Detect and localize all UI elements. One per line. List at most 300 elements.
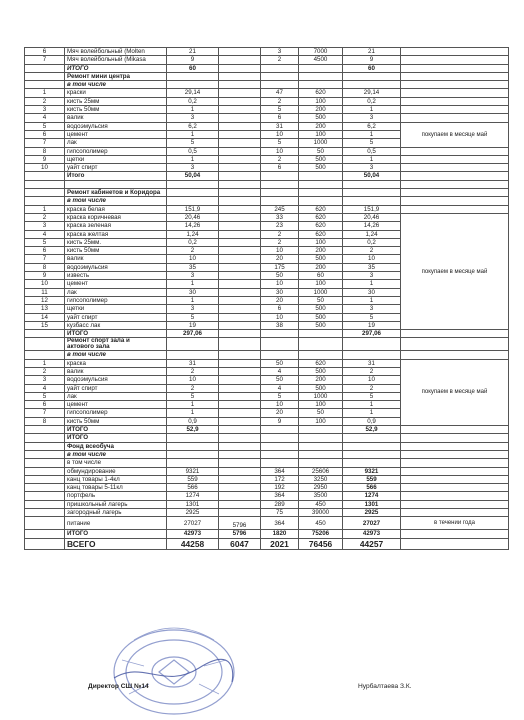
table-row	[25, 48, 509, 56]
table-cell	[343, 189, 401, 197]
quantity-cell: 2	[261, 238, 299, 246]
item-name: Мяч волейбольный (Molten	[65, 48, 167, 56]
row-number: 2	[25, 367, 65, 375]
total-cell: 6,2	[343, 122, 401, 130]
row-number: 13	[25, 305, 65, 313]
table-cell	[25, 484, 65, 492]
table-cell	[299, 338, 343, 351]
spacer-row	[25, 180, 509, 188]
total-cell: 35	[343, 263, 401, 271]
item-name: краска желтая	[65, 230, 167, 238]
row-number: 4	[25, 384, 65, 392]
item-name: уайт спирт	[65, 384, 167, 392]
row-number: 1	[25, 205, 65, 213]
price-cell: 25606	[299, 467, 343, 475]
amount-cell: 29,14	[167, 89, 219, 97]
table-cell	[401, 180, 509, 188]
table-row	[25, 106, 509, 114]
quantity-cell: 364	[261, 492, 299, 500]
table-cell	[219, 81, 261, 89]
extra-amount-cell	[219, 106, 261, 114]
price-cell: 500	[299, 321, 343, 329]
row-number: 7	[25, 255, 65, 263]
table-cell	[167, 434, 219, 442]
total-cell: 9	[343, 56, 401, 64]
quantity-cell: 5	[261, 139, 299, 147]
item-name: уайт спирт	[65, 164, 167, 172]
item-name: кисть 25мм.	[65, 238, 167, 246]
table-cell	[401, 484, 509, 492]
grand-total-amount: 44258	[167, 538, 219, 549]
total-cell: 30	[343, 288, 401, 296]
table-row	[25, 509, 509, 517]
amount-cell: 14,26	[167, 222, 219, 230]
total-row	[25, 434, 509, 442]
table-cell	[261, 459, 299, 467]
item-name: лак	[65, 392, 167, 400]
row-number: 4	[25, 230, 65, 238]
table-cell	[401, 426, 509, 434]
amount-cell: 566	[167, 484, 219, 492]
total-cell: 0,5	[343, 147, 401, 155]
price-cell: 100	[299, 130, 343, 138]
table-cell	[401, 351, 509, 359]
row-number: 14	[25, 313, 65, 321]
total-cell: 3	[343, 114, 401, 122]
total-cell: 2925	[343, 509, 401, 517]
row-number: 6	[25, 247, 65, 255]
official-seal-icon	[104, 620, 244, 716]
table-cell	[401, 450, 509, 458]
section-header-row	[25, 351, 509, 359]
row-number: 10	[25, 164, 65, 172]
extra-amount-cell	[219, 247, 261, 255]
table-cell	[25, 330, 65, 338]
table-cell	[343, 81, 401, 89]
total-cell: 1	[343, 155, 401, 163]
section-title: Фонд всеобуча	[65, 442, 167, 450]
price-cell: 500	[299, 255, 343, 263]
table-row	[25, 359, 509, 367]
row-number: 3	[25, 376, 65, 384]
amount-cell: 10	[167, 255, 219, 263]
table-cell	[261, 450, 299, 458]
amount-cell: 1274	[167, 492, 219, 500]
item-name: краски	[65, 89, 167, 97]
amount-cell: 3	[167, 272, 219, 280]
extra-amount-cell	[219, 238, 261, 246]
note-cell: покупаем в месяце май	[401, 213, 509, 329]
item-name: лак	[65, 139, 167, 147]
table-cell	[167, 189, 219, 197]
quantity-cell: 10	[261, 247, 299, 255]
item-name: обмундирование	[65, 467, 167, 475]
price-cell: 7000	[299, 48, 343, 56]
quantity-cell: 47	[261, 89, 299, 97]
extra-amount-cell	[219, 467, 261, 475]
section-title: Ремонт кабинетов и Коридора	[65, 189, 167, 197]
total-cell: 2	[343, 367, 401, 375]
extra-amount-cell	[219, 359, 261, 367]
grand-total-sum: 44257	[343, 538, 401, 549]
item-name: канц товары 5-11кл	[65, 484, 167, 492]
quantity-cell: 9	[261, 417, 299, 425]
table-cell	[299, 72, 343, 80]
extra-amount-cell	[219, 272, 261, 280]
table-cell	[401, 189, 509, 197]
quantity-cell: 10	[261, 147, 299, 155]
total-cell: 2	[343, 384, 401, 392]
table-cell	[167, 450, 219, 458]
amount-cell: 0,5	[167, 147, 219, 155]
price-cell: 100	[299, 280, 343, 288]
table-cell	[401, 164, 509, 172]
item-name: цемент	[65, 280, 167, 288]
total-cell: 27027	[343, 517, 401, 530]
table-cell	[167, 180, 219, 188]
row-number: 2	[25, 97, 65, 105]
amount-cell: 19	[167, 321, 219, 329]
total-extra	[219, 330, 261, 338]
amount-cell: 3	[167, 164, 219, 172]
table-row	[25, 89, 509, 97]
quantity-cell: 2	[261, 56, 299, 64]
grand-total-row	[25, 538, 509, 549]
table-cell	[219, 434, 261, 442]
total-extra	[219, 172, 261, 180]
total-label: ИТОГО	[65, 330, 167, 338]
section-title-line: актового зала	[67, 343, 110, 351]
total-cell: 10	[343, 255, 401, 263]
row-number: 7	[25, 56, 65, 64]
table-cell	[299, 189, 343, 197]
amount-cell: 35	[167, 263, 219, 271]
table-cell	[219, 442, 261, 450]
total-label: ИТОГО	[65, 434, 167, 442]
quantity-cell: 50	[261, 359, 299, 367]
item-name: кисть 50мм	[65, 106, 167, 114]
extra-amount-cell	[219, 114, 261, 122]
extra-amount-cell	[219, 130, 261, 138]
price-cell: 200	[299, 106, 343, 114]
director-name: Нурбалтаева З.К.	[358, 683, 412, 690]
total-price	[299, 426, 343, 434]
table-cell	[261, 351, 299, 359]
table-cell	[25, 172, 65, 180]
table-cell	[167, 81, 219, 89]
item-name: в том числе	[65, 459, 167, 467]
total-row	[25, 64, 509, 72]
note-cell: покупаем в месяце май	[401, 359, 509, 425]
table-cell	[219, 189, 261, 197]
quantity-cell: 192	[261, 484, 299, 492]
item-name: валик	[65, 367, 167, 375]
amount-cell: 0,2	[167, 238, 219, 246]
table-cell	[401, 500, 509, 508]
table-cell	[167, 72, 219, 80]
total-cell: 3	[343, 164, 401, 172]
table-cell	[401, 56, 509, 64]
total-cell: 3	[343, 305, 401, 313]
section-header-row	[25, 81, 509, 89]
amount-cell: 5	[167, 313, 219, 321]
item-name: гипсополимер	[65, 296, 167, 304]
table-cell	[401, 530, 509, 538]
section-title: в том числе	[65, 81, 167, 89]
item-name: водоэмульсия	[65, 376, 167, 384]
price-cell: 50	[299, 147, 343, 155]
table-cell	[167, 338, 219, 351]
price-cell: 620	[299, 222, 343, 230]
total-cell: 21	[343, 48, 401, 56]
total-row	[25, 426, 509, 434]
quantity-cell: 172	[261, 475, 299, 483]
row-number: 3	[25, 106, 65, 114]
table-cell	[343, 180, 401, 188]
amount-cell: 151,9	[167, 205, 219, 213]
price-cell: 200	[299, 247, 343, 255]
extra-amount-cell	[219, 56, 261, 64]
table-cell	[401, 492, 509, 500]
price-cell: 200	[299, 376, 343, 384]
quantity-cell: 10	[261, 401, 299, 409]
table-cell	[343, 197, 401, 205]
extra-amount-cell	[219, 305, 261, 313]
table-cell	[299, 459, 343, 467]
row-number: 9	[25, 155, 65, 163]
table-cell	[401, 205, 509, 213]
table-cell	[219, 338, 261, 351]
total-cell: 1	[343, 401, 401, 409]
total-extra	[219, 426, 261, 434]
price-cell: 3250	[299, 475, 343, 483]
table-cell	[25, 72, 65, 80]
table-cell	[167, 351, 219, 359]
amount-cell: 1	[167, 296, 219, 304]
item-name: кисть 25мм	[65, 97, 167, 105]
price-cell: 500	[299, 367, 343, 375]
extra-amount-cell	[219, 321, 261, 329]
table-cell	[25, 538, 65, 549]
total-quantity: 1820	[261, 530, 299, 538]
amount-cell: 1	[167, 280, 219, 288]
quantity-cell: 50	[261, 376, 299, 384]
table-cell	[25, 81, 65, 89]
table-cell	[25, 475, 65, 483]
total-cell: 1,24	[343, 230, 401, 238]
row-number: 9	[25, 272, 65, 280]
row-number: 6	[25, 130, 65, 138]
table-row	[25, 475, 509, 483]
row-number: 4	[25, 114, 65, 122]
row-number: 5	[25, 238, 65, 246]
item-name: уайт спирт	[65, 313, 167, 321]
extra-amount-cell	[219, 475, 261, 483]
quantity-cell: 364	[261, 467, 299, 475]
quantity-cell: 23	[261, 222, 299, 230]
row-number: 7	[25, 409, 65, 417]
quantity-cell: 30	[261, 288, 299, 296]
item-name: цемент	[65, 130, 167, 138]
quantity-cell: 50	[261, 272, 299, 280]
price-cell: 100	[299, 417, 343, 425]
table-row	[25, 164, 509, 172]
section-header-row	[25, 442, 509, 450]
total-cell: 5	[343, 392, 401, 400]
table-cell	[167, 459, 219, 467]
section-header-row	[25, 189, 509, 197]
quantity-cell: 175	[261, 263, 299, 271]
total-cell: 0,2	[343, 97, 401, 105]
amount-cell: 5	[167, 139, 219, 147]
item-name: водоэмульсия	[65, 263, 167, 271]
extra-amount-cell	[219, 280, 261, 288]
section-title: Ремонт мини центра	[65, 72, 167, 80]
table-cell	[25, 442, 65, 450]
total-quantity	[261, 426, 299, 434]
total-quantity	[261, 330, 299, 338]
item-name: валик	[65, 114, 167, 122]
extra-amount-cell	[219, 409, 261, 417]
total-label: ИТОГО	[65, 64, 167, 72]
total-cell: 14,26	[343, 222, 401, 230]
quantity-cell: 5	[261, 392, 299, 400]
row-number: 1	[25, 89, 65, 97]
table-row	[25, 517, 509, 530]
total-price	[299, 172, 343, 180]
table-cell	[167, 197, 219, 205]
table-cell	[401, 155, 509, 163]
quantity-cell: 10	[261, 280, 299, 288]
table-cell	[25, 351, 65, 359]
table-row	[25, 205, 509, 213]
row-number: 1	[25, 359, 65, 367]
table-cell	[299, 450, 343, 458]
table-cell	[401, 467, 509, 475]
total-cell: 19	[343, 321, 401, 329]
extra-amount-cell	[219, 376, 261, 384]
table-body	[25, 48, 509, 550]
price-cell: 50	[299, 296, 343, 304]
amount-cell: 0,9	[167, 417, 219, 425]
quantity-cell: 6	[261, 164, 299, 172]
table-cell	[261, 442, 299, 450]
quantity-cell: 20	[261, 409, 299, 417]
total-cell: 1	[343, 280, 401, 288]
table-row	[25, 492, 509, 500]
table-cell	[343, 351, 401, 359]
table-cell	[343, 434, 401, 442]
quantity-cell: 364	[261, 517, 299, 530]
extra-amount-cell	[219, 222, 261, 230]
table-cell	[261, 189, 299, 197]
price-cell: 500	[299, 164, 343, 172]
amount-cell: 5	[167, 392, 219, 400]
price-cell: 500	[299, 114, 343, 122]
total-quantity	[261, 172, 299, 180]
item-name: валик	[65, 255, 167, 263]
table-cell	[299, 180, 343, 188]
total-cell: 1274	[343, 492, 401, 500]
item-name: краска	[65, 359, 167, 367]
table-cell	[401, 197, 509, 205]
quantity-cell: 245	[261, 205, 299, 213]
total-cell: 1	[343, 106, 401, 114]
price-cell: 39000	[299, 509, 343, 517]
total-amount: 42973	[167, 530, 219, 538]
total-cell: 5	[343, 313, 401, 321]
extra-amount-cell	[219, 484, 261, 492]
total-cell: 1	[343, 130, 401, 138]
total-sum: 60	[343, 64, 401, 72]
table-row	[25, 56, 509, 64]
item-name: гипсополимер	[65, 147, 167, 155]
total-row	[25, 330, 509, 338]
amount-cell: 10	[167, 376, 219, 384]
table-cell	[343, 442, 401, 450]
amount-cell: 1	[167, 155, 219, 163]
total-amount: 60	[167, 64, 219, 72]
total-cell: 566	[343, 484, 401, 492]
price-cell: 500	[299, 384, 343, 392]
table-cell	[343, 72, 401, 80]
total-cell: 5	[343, 139, 401, 147]
table-cell	[25, 64, 65, 72]
amount-cell: 0,2	[167, 97, 219, 105]
extra-amount-cell	[219, 313, 261, 321]
row-number: 2	[25, 213, 65, 221]
amount-cell: 3	[167, 305, 219, 313]
amount-cell: 27027	[167, 517, 219, 530]
table-cell	[401, 48, 509, 56]
quantity-cell: 4	[261, 367, 299, 375]
quantity-cell: 20	[261, 255, 299, 263]
item-name: загородный лагерь	[65, 509, 167, 517]
amount-cell: 2	[167, 384, 219, 392]
quantity-cell: 6	[261, 114, 299, 122]
table-cell	[25, 500, 65, 508]
row-number: 6	[25, 401, 65, 409]
row-number: 11	[25, 288, 65, 296]
table-cell	[401, 97, 509, 105]
amount-cell: 1301	[167, 500, 219, 508]
quantity-cell: 3	[261, 48, 299, 56]
table-cell	[299, 197, 343, 205]
price-cell: 4500	[299, 56, 343, 64]
price-cell: 1000	[299, 288, 343, 296]
extra-amount-cell	[219, 139, 261, 147]
table-cell	[401, 330, 509, 338]
table-cell	[401, 434, 509, 442]
quantity-cell: 2	[261, 155, 299, 163]
table-row	[25, 500, 509, 508]
amount-cell: 9321	[167, 467, 219, 475]
total-sum: 50,04	[343, 172, 401, 180]
table-cell	[343, 459, 401, 467]
table-cell	[25, 492, 65, 500]
price-cell: 1000	[299, 392, 343, 400]
table-cell	[401, 72, 509, 80]
section-title	[65, 338, 167, 351]
item-name: пришкольный лагерь	[65, 500, 167, 508]
amount-cell: 9	[167, 56, 219, 64]
section-header-row	[25, 197, 509, 205]
total-cell: 29,14	[343, 89, 401, 97]
row-number: 10	[25, 280, 65, 288]
quantity-cell: 4	[261, 384, 299, 392]
amount-cell: 1	[167, 106, 219, 114]
table-row	[25, 213, 509, 221]
